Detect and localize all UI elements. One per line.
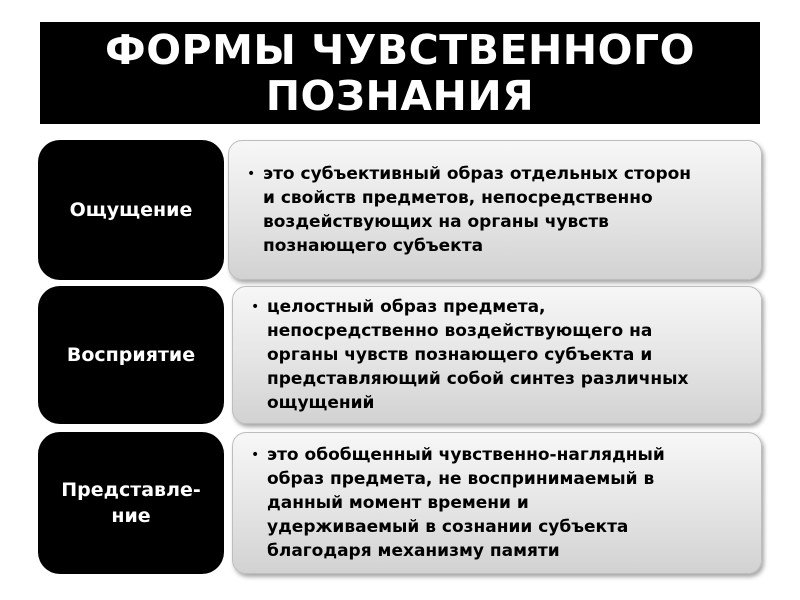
description-line: удерживаемый в сознании субъекта — [267, 517, 629, 537]
term-box-representation — [38, 432, 224, 574]
term-label: Ощущение — [69, 199, 193, 221]
term-label: Представле- — [61, 479, 201, 501]
title-line: ФОРМЫ ЧУВСТВЕННОГО — [105, 26, 695, 74]
description-line: это субъективный образ отдельных сторон — [263, 164, 692, 184]
bullet-icon: • — [251, 299, 260, 315]
term-box-perception — [38, 286, 224, 424]
description-line: благодаря механизму памяти — [267, 541, 560, 561]
description-line: органы чувств познающего субъекта и — [267, 345, 653, 365]
description-box-perception — [232, 286, 762, 424]
description-line: целостный образ предмета, — [267, 297, 546, 317]
row-representation — [38, 432, 762, 574]
row-sensation — [38, 140, 762, 280]
term-label: Восприятие — [66, 344, 196, 366]
description-box-sensation — [228, 140, 762, 280]
term-label: ние — [111, 505, 151, 527]
description-line: познающего субъекта — [263, 236, 484, 256]
title-line: ПОЗНАНИЯ — [265, 72, 535, 120]
row-perception — [38, 286, 762, 424]
bullet-icon: • — [251, 447, 260, 463]
description-line: образ предмета, не воспринимаемый в — [267, 469, 655, 489]
description-box-representation — [232, 432, 762, 574]
description-line: ощущений — [267, 393, 375, 413]
description-line: непосредственно воздействующего на — [267, 321, 653, 341]
description-line: это обобщенный чувственно-наглядный — [267, 445, 665, 465]
description-line: и свойств предметов, непосредственно — [263, 188, 653, 208]
description-line: данный момент времени и — [267, 493, 529, 513]
description-line: воздействующих на органы чувств — [263, 212, 609, 232]
bullet-icon: • — [247, 166, 256, 182]
description-line: представляющий собой синтез различных — [267, 369, 689, 389]
title-banner — [40, 22, 760, 124]
term-box-sensation — [38, 140, 224, 280]
